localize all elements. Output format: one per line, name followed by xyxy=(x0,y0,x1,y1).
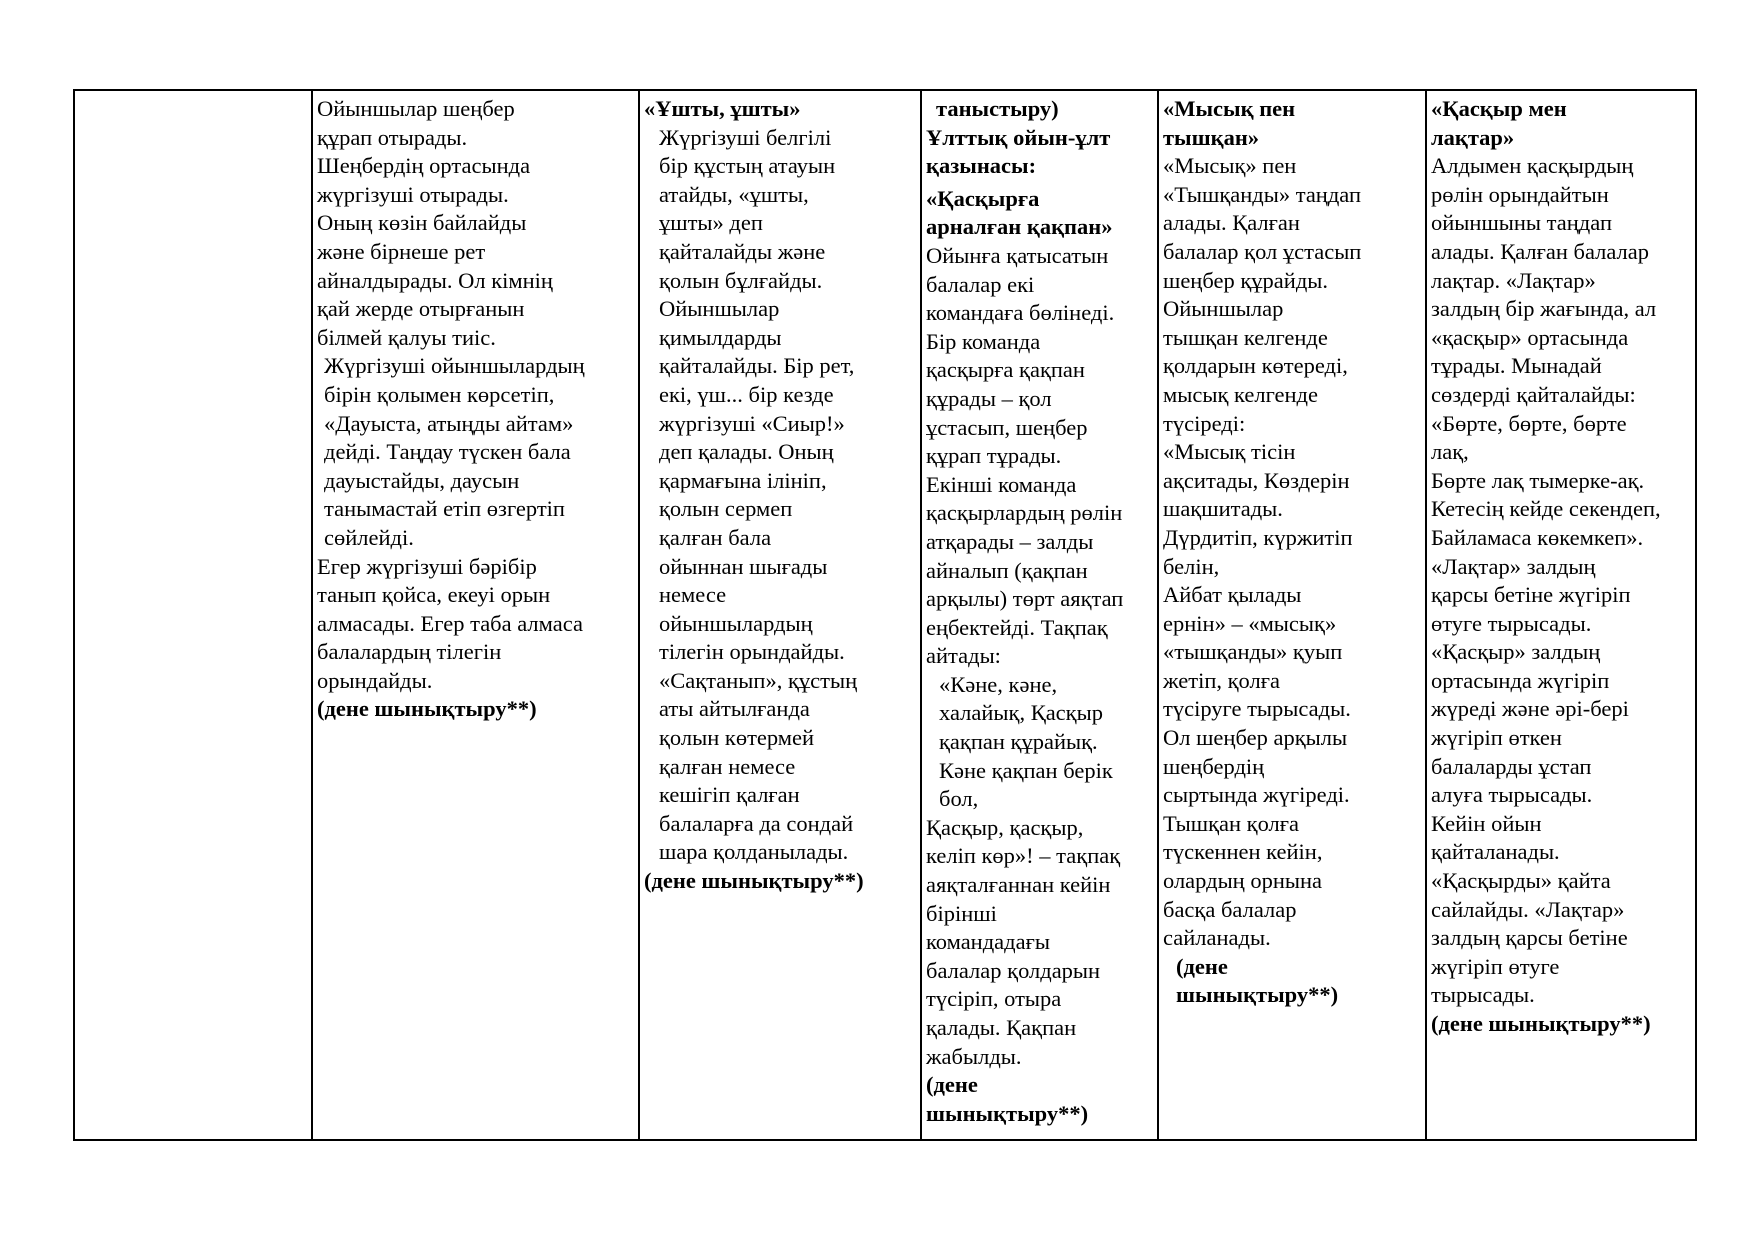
text-line: ернін» – «мысық» xyxy=(1163,610,1337,636)
bold-text-line: «Қасқырға xyxy=(926,185,1040,211)
text-line: атайды, «ұшты, xyxy=(659,181,809,207)
text-line: қайталайды және xyxy=(659,238,826,264)
text-line: «Сақтанып», құстың xyxy=(659,667,858,693)
text-line: айтады: xyxy=(926,643,1001,669)
text-line: сайлайды. «Лақтар» xyxy=(1431,896,1625,922)
text-line: тұрады. Мынадай xyxy=(1431,353,1602,379)
bold-text-line: «Қасқыр мен xyxy=(1431,96,1567,121)
text-line: ұстасып, шеңбер xyxy=(926,414,1088,440)
text-line: бол, xyxy=(939,786,979,812)
text-line: Дүрдитіп, күржитіп xyxy=(1163,524,1353,550)
text-line: Ойыншылар шеңбер xyxy=(317,96,515,121)
bold-text-line: шынықтыру**) xyxy=(1176,982,1339,1008)
text-line: «Тышқанды» таңдап xyxy=(1163,181,1362,207)
text-line: қалған немесе xyxy=(659,753,796,779)
bold-text-line: (дене xyxy=(926,1072,978,1098)
text-line: олардың орнына xyxy=(1163,868,1323,894)
table-cell-game-wolf-kids xyxy=(1426,90,1696,1140)
bold-text-line: (дене шынықтыру**) xyxy=(1431,1011,1651,1036)
text-line: тілегін орындайды. xyxy=(659,639,845,665)
text-line: командаға бөлінеді. xyxy=(926,300,1115,326)
text-line: Кетесің кейде секендеп, xyxy=(1431,496,1661,522)
text-line: қармағына ілініп, xyxy=(659,467,827,493)
text-line: Кейін ойын xyxy=(1431,810,1542,836)
text-line: түсіруге тырысады. xyxy=(1163,696,1351,722)
text-line: Қасқыр, қасқыр, xyxy=(926,814,1084,840)
text-line: қалған бала xyxy=(659,524,772,550)
text-line: немесе xyxy=(659,582,727,608)
text-line: Кәне қақпан берік xyxy=(939,757,1113,783)
text-line: сайланады. xyxy=(1163,925,1271,951)
text-line: залдың бір жағында, ал xyxy=(1431,296,1657,322)
text-line: залдың қарсы бетіне xyxy=(1431,925,1628,951)
bold-text-line: «Мысық пен xyxy=(1163,96,1296,121)
text-line: жүгіріп өткен xyxy=(1431,725,1562,751)
text-line: алуға тырысады. xyxy=(1431,782,1593,808)
text-line: қай жерде отырғанын xyxy=(317,296,525,322)
text-line: алады. Қалған xyxy=(1163,210,1300,236)
text-line: құрап отырады. xyxy=(317,124,468,150)
text-line: қимылдарды xyxy=(659,324,782,350)
text-line: ойыншыны таңдап xyxy=(1431,210,1612,236)
table-cell-game-cat-mouse xyxy=(1158,90,1426,1140)
text-line: танымастай етіп өзгертіп xyxy=(324,496,565,522)
bold-text-line: тышқан» xyxy=(1163,124,1260,150)
text-line: түсіріп, отыра xyxy=(926,986,1062,1012)
text-line: Жүргізуші белгілі xyxy=(659,124,832,150)
text-line: «Қасқырды» қайта xyxy=(1431,868,1611,894)
text-line: балалар екі xyxy=(926,271,1035,297)
text-line: қолын сермеп xyxy=(659,496,793,522)
text-line: «Кәне, кәне, xyxy=(939,671,1058,697)
text-line: Байламаса көкемкеп». xyxy=(1431,524,1644,550)
text-line: балалар қолдарын xyxy=(926,957,1101,983)
text-line: алмасады. Егер таба алмаса xyxy=(317,610,583,636)
text-line: балаларды ұстап xyxy=(1431,753,1592,779)
text-line: шара қолданылады. xyxy=(659,839,849,865)
text-line: балалар қол ұстасып xyxy=(1163,238,1362,264)
text-line: жүгіріп өтуге xyxy=(1431,953,1560,979)
text-line: құрап тұрады. xyxy=(926,443,1062,469)
bold-text-line: таныстыру) xyxy=(936,96,1059,121)
text-line: Оның көзін байлайды xyxy=(317,210,527,236)
table-cell-game-fly xyxy=(639,90,921,1140)
text-line: сөйлейді. xyxy=(324,524,414,550)
text-line: «Бөрте, бөрте, бөрте xyxy=(1431,410,1627,436)
text-line: лақ, xyxy=(1431,439,1469,465)
text-line: айналдырады. Ол кімнің xyxy=(317,267,553,293)
text-line: құрады – қол xyxy=(926,385,1052,411)
text-line: орындайды. xyxy=(317,667,433,693)
table-cell-game-wolf-trap xyxy=(921,90,1158,1140)
text-line: кешігіп қалған xyxy=(659,782,800,808)
bold-text-line: лақтар» xyxy=(1431,124,1515,150)
text-line: Ойыншылар xyxy=(659,296,780,322)
text-line: білмей қалуы тиіс. xyxy=(317,324,496,350)
bold-text-line: Ұлттық ойын-ұлт xyxy=(926,124,1111,150)
text-line: шеңбер құрайды. xyxy=(1163,267,1329,293)
bold-text-line: «Ұшты, ұшты» xyxy=(644,96,801,121)
text-line: жүргізуші отырады. xyxy=(317,181,509,207)
text-line: арқылы) төрт аяқтап xyxy=(926,586,1124,612)
schedule-table xyxy=(73,89,1697,1141)
text-line: балалардың тілегін xyxy=(317,639,502,665)
text-line: түскеннен кейін, xyxy=(1163,839,1323,865)
text-line: командадағы xyxy=(926,929,1050,955)
text-line: Екінші команда xyxy=(926,471,1077,497)
bold-text-line: қазынасы: xyxy=(926,153,1037,179)
bold-text-line: (дене шынықтыру**) xyxy=(317,696,537,722)
text-line: қайталайды. Бір рет, xyxy=(659,353,855,379)
text-line: лақтар. «Лақтар» xyxy=(1431,267,1596,293)
text-line: қақпан құрайық. xyxy=(939,729,1098,755)
text-line: шеңбердің xyxy=(1163,753,1265,779)
text-line: аяқталғаннан кейін xyxy=(926,872,1111,898)
text-line: «қасқыр» ортасында xyxy=(1431,324,1629,350)
text-line: атқарады – залды xyxy=(926,528,1094,554)
text-line: «тышқанды» қуып xyxy=(1163,639,1343,665)
text-line: тырысады. xyxy=(1431,982,1535,1008)
text-line: еңбектейді. Тақпақ xyxy=(926,614,1108,640)
text-line: тышқан келгенде xyxy=(1163,324,1328,350)
text-line: «Лақтар» залдың xyxy=(1431,553,1596,579)
text-line: бір құстың атауын xyxy=(659,153,836,179)
table-row xyxy=(74,90,1696,1140)
bold-text-line: (дене шынықтыру**) xyxy=(644,868,864,894)
text-line: түсіреді: xyxy=(1163,410,1246,436)
text-line: алады. Қалған балалар xyxy=(1431,238,1650,264)
text-line: қасқырлардың рөлін xyxy=(926,500,1123,526)
text-line: жабылды. xyxy=(926,1043,1022,1069)
text-line: екі, үш... бір кезде xyxy=(659,381,834,407)
text-line: сыртында жүгіреді. xyxy=(1163,782,1350,808)
text-line: рөлін орындайтын xyxy=(1431,181,1609,207)
text-line: ойыннан шығады xyxy=(659,553,828,579)
text-line: ортасында жүгіріп xyxy=(1431,667,1610,693)
text-line: Ол шеңбер арқылы xyxy=(1163,725,1348,751)
text-line: бірінші xyxy=(926,900,997,926)
text-line: қайталанады. xyxy=(1431,839,1560,865)
table-cell-empty xyxy=(74,90,312,1140)
text-line: Бөрте лақ тымерке-ақ. xyxy=(1431,467,1645,493)
text-line: мысық келгенде xyxy=(1163,381,1318,407)
table-cell-game-voice xyxy=(312,90,639,1140)
bold-text-line: арналған қақпан» xyxy=(926,214,1113,240)
text-line: дейді. Таңдау түскен бала xyxy=(324,439,571,465)
text-line: қолын көтермей xyxy=(659,725,815,751)
text-line: Бір команда xyxy=(926,328,1041,354)
text-line: өтуге тырысады. xyxy=(1431,610,1592,636)
text-line: келіп көр»! – тақпақ xyxy=(926,843,1121,869)
text-line: сөздерді қайталайды: xyxy=(1431,381,1636,407)
text-line: танып қойса, екеуі орын xyxy=(317,582,551,608)
text-line: «Дауыста, атыңды айтам» xyxy=(324,410,574,436)
bold-text-line: шынықтыру**) xyxy=(926,1100,1089,1126)
text-line: балаларға да сондай xyxy=(659,810,854,836)
text-line: белін, xyxy=(1163,553,1220,579)
text-line: Жүргізуші ойыншылардың xyxy=(324,353,585,379)
text-line: деп қалады. Оның xyxy=(659,439,834,465)
text-line: дауыстайды, даусын xyxy=(324,467,520,493)
text-line: «Қасқыр» залдың xyxy=(1431,639,1601,665)
text-line: және бірнеше рет xyxy=(317,238,486,264)
text-line: ойыншылардың xyxy=(659,610,813,636)
text-line: «Мысық» пен xyxy=(1163,153,1297,179)
text-line: қарсы бетіне жүгіріп xyxy=(1431,582,1631,608)
text-line: қолдарын көтереді, xyxy=(1163,353,1348,379)
text-line: қалады. Қақпан xyxy=(926,1015,1077,1040)
text-line: жетіп, қолға xyxy=(1163,667,1280,693)
text-line: қолын бұлғайды. xyxy=(659,267,823,293)
text-line: «Мысық тісін xyxy=(1163,439,1296,465)
text-line: аты айтылғанда xyxy=(659,696,810,722)
text-line: қасқырға қақпан xyxy=(926,357,1085,383)
text-line: Айбат қылады xyxy=(1163,582,1302,608)
text-line: Ойыншылар xyxy=(1163,296,1284,322)
text-line: басқа балалар xyxy=(1163,896,1297,922)
text-line: шақшитады. xyxy=(1163,496,1283,522)
text-line: Ойынға қатысатын xyxy=(926,242,1109,268)
text-line: айналып (қақпан xyxy=(926,557,1088,583)
text-line: Тышқан қолға xyxy=(1163,810,1299,836)
text-line: Егер жүргізуші бәрібір xyxy=(317,553,537,579)
text-line: Алдымен қасқырдың xyxy=(1431,153,1634,179)
text-line: бірін қолымен көрсетіп, xyxy=(324,381,555,407)
text-line: ақситады, Көздерін xyxy=(1163,467,1350,493)
text-line: халайық, Қасқыр xyxy=(939,700,1103,726)
bold-text-line: (дене xyxy=(1176,953,1228,979)
text-line: ұшты» деп xyxy=(659,210,763,236)
text-line: Шеңбердің ортасында xyxy=(317,153,531,179)
text-line: жүреді және әрі-бері xyxy=(1431,696,1629,722)
text-line: жүргізуші «Сиыр!» xyxy=(659,410,845,436)
